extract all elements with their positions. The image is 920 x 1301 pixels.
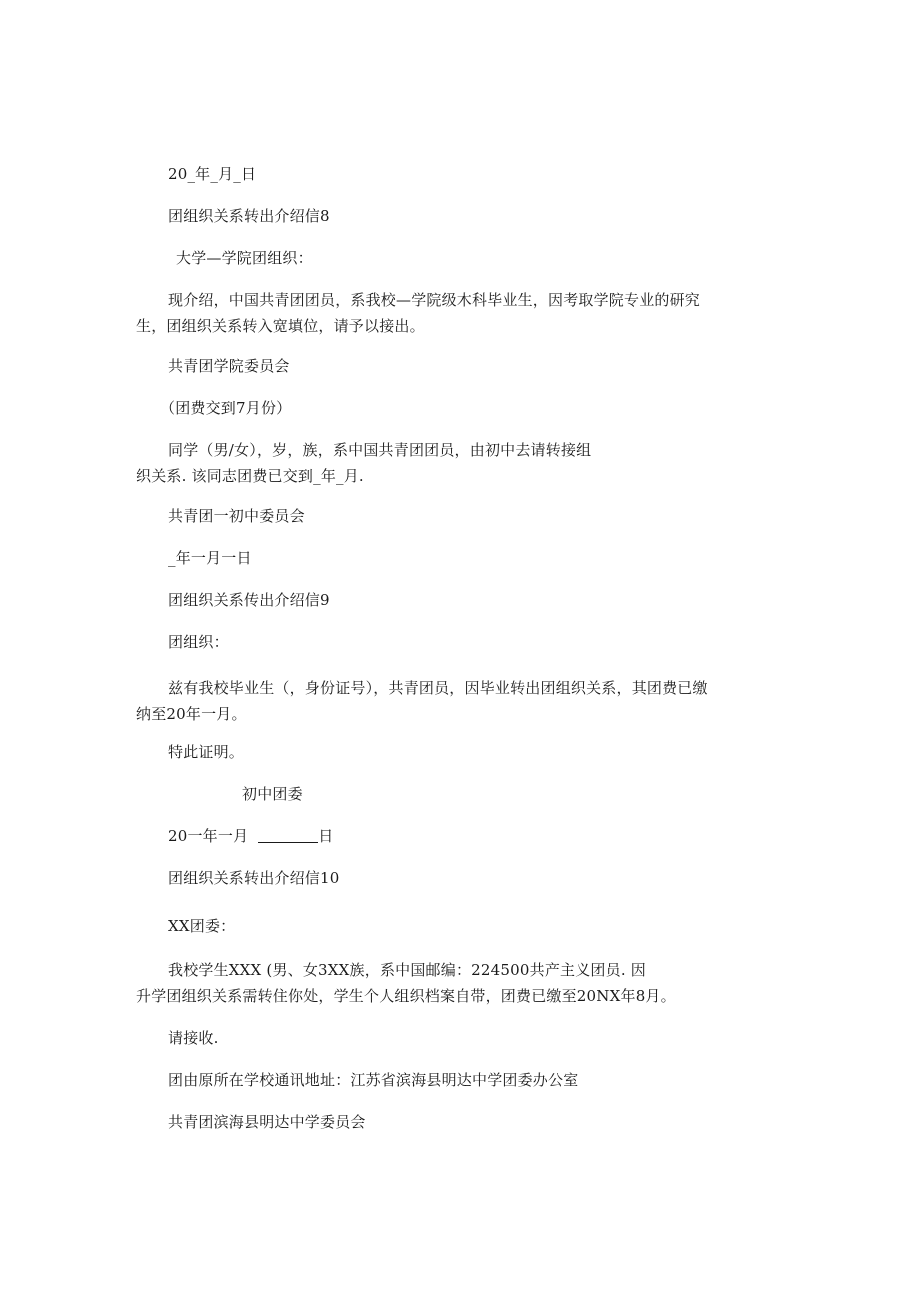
date-line: _年一月一日 <box>168 549 252 567</box>
body-paragraph-line-1: 同学（男/女），岁，族，系中国共青团团员，由初中去请转接组 <box>168 441 592 459</box>
letter-title-10: 团组织关系转出介绍信10 <box>168 869 340 887</box>
letter-title-8: 团组织关系转出介绍信8 <box>168 207 330 225</box>
date-suffix: 日 <box>318 827 334 845</box>
signature-line: 初中团委 <box>242 785 303 803</box>
body-paragraph-line-2: 纳至20年一月。 <box>136 705 247 723</box>
recipient-line: 团组织： <box>168 633 229 651</box>
body-paragraph-line-1: 兹有我校毕业生（，身份证号），共青团员，因毕业转出团组织关系，其团费已缴 <box>168 679 708 697</box>
recipient-line: XX团委： <box>168 917 236 935</box>
body-paragraph-line-2: 生，团组织关系转入宽填位，请予以接出。 <box>136 317 425 335</box>
date-blank <box>258 828 318 843</box>
date-text: 20一年一月 <box>168 827 249 845</box>
signature-line: 共青团学院委员会 <box>168 357 290 375</box>
recipient-line: 大学—学院团组织： <box>176 249 313 267</box>
signature-line: 共青团一初中委员会 <box>168 507 305 525</box>
body-paragraph-line-2: 织关系. 该同志团费已交到_年_月. <box>136 467 364 485</box>
closing-line: 请接收. <box>168 1029 219 1047</box>
body-paragraph-line-2: 升学团组织关系需转住你处，学生个人组织档案自带，团费已缴至20NX年8月。 <box>136 987 676 1005</box>
date-line: 20_年_月_日 <box>168 165 257 183</box>
fee-note: （团费交到7月份） <box>160 399 292 417</box>
date-line <box>168 826 334 846</box>
signature-line: 共青团滨海县明达中学委员会 <box>168 1113 366 1131</box>
body-paragraph-line-1: 我校学生XXX (男、女3XX族，系中国邮编：224500共产主义团员. 因 <box>168 961 646 979</box>
body-paragraph-line-1: 现介绍，中国共青团团员，系我校—学院级木科毕业生，因考取学院专业的研究 <box>168 291 701 309</box>
letter-title-9: 团组织关系传出介绍信9 <box>168 591 330 609</box>
address-line: 团由原所在学校通讯地址：江苏省滨海县明达中学团委办公室 <box>168 1071 579 1089</box>
closing-line: 特此证明。 <box>168 743 245 761</box>
